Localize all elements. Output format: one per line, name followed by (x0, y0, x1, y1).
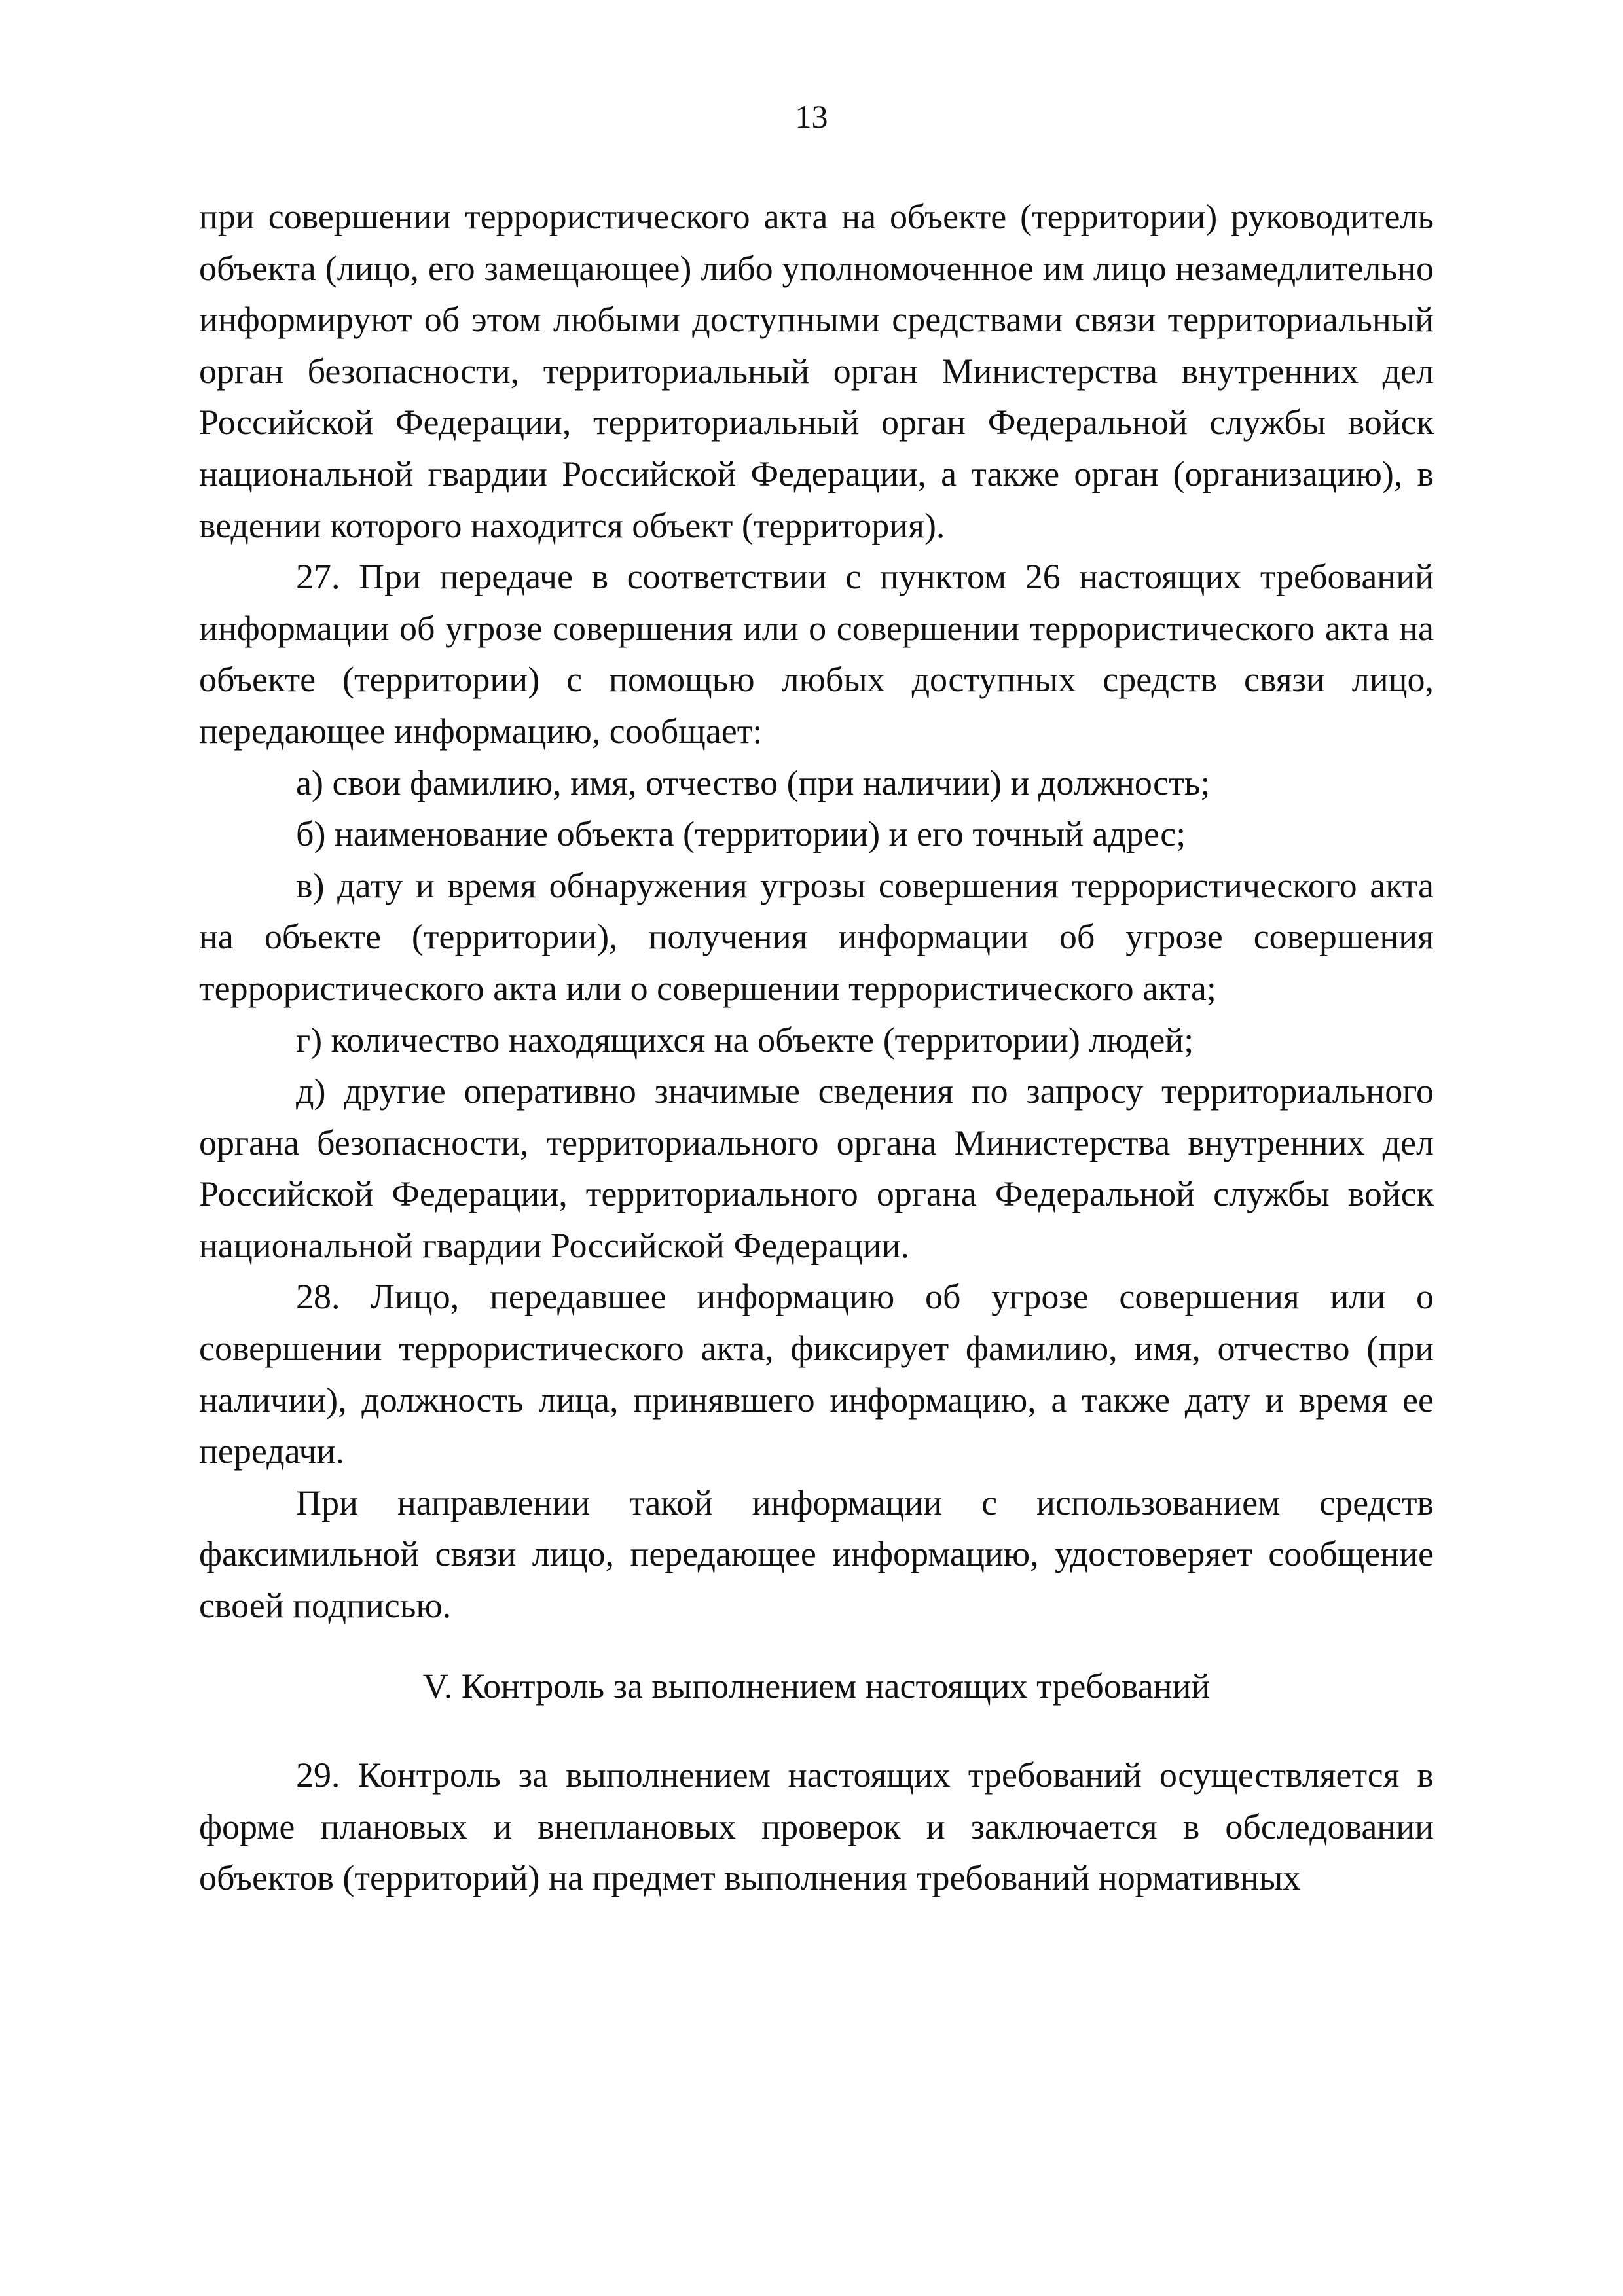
paragraph-27: 27. При передаче в соответствии с пунктом 26 настоящих требований информации об угрозе совершения или о совершении террористического акта на объекте (территории) с помощью любых доступных средств связи лицо, передающее информацию, сообщает: (199, 557, 1434, 751)
section-heading: V. Контроль за выполнением настоящих требований (422, 1666, 1211, 1706)
paragraph-29: 29. Контроль за выполнением настоящих требований осуществляется в форме плановых и внеплановых проверок и заключается в обследовании объектов (территорий) на предмет выполнения требований нормативных (199, 1755, 1434, 1898)
paragraph-27-item-a: а) свои фамилию, имя, отчество (при наличии) и должность; (296, 762, 1211, 802)
paragraph-27-item-g: г) количество находящихся на объекте (территории) людей; (296, 1020, 1194, 1060)
paragraph-27-item-d: д) другие оперативно значимые сведения по запросу территориального органа безопасности, территориального органа Министерства внутренних дел Российской Федерации, территориального органа Федеральной службы войск национальной гвардии Российской Федерации. (199, 1071, 1434, 1265)
paragraph-27-item-b: б) наименование объекта (территории) и его точный адрес; (296, 814, 1186, 854)
paragraph-27-item-v: в) дату и время обнаружения угрозы совершения террористического акта на объекте (территории), получения информации об угрозе совершения террористического акта или о совершении террористического акта; (199, 865, 1434, 1008)
paragraph-26-continuation: при совершении террористического акта на объекте (территории) руководитель объекта (лицо, его замещающее) либо уполномоченное им лицо незамедлительно информируют об этом любыми доступными средствами связи территориальный орган безопасности, территориальный орган Министерства внутренних дел Российской Федерации, территориальный орган Федеральной службы войск национальной гвардии Российской Федерации, а также орган (организацию), в ведении которого находится объект (территория). (199, 197, 1434, 545)
paragraph-28-fax: При направлении такой информации с использованием средств факсимильной связи лицо, передающее информацию, удостоверяет сообщение своей подписью. (199, 1482, 1434, 1626)
paragraph-28: 28. Лицо, передавшее информацию об угрозе совершения или о совершении террористического акта, фиксирует фамилию, имя, отчество (при наличии), должность лица, принявшего информацию, а также дату и время ее передачи. (199, 1277, 1434, 1471)
document-body (199, 191, 1434, 1904)
page-number: 13 (795, 98, 828, 135)
